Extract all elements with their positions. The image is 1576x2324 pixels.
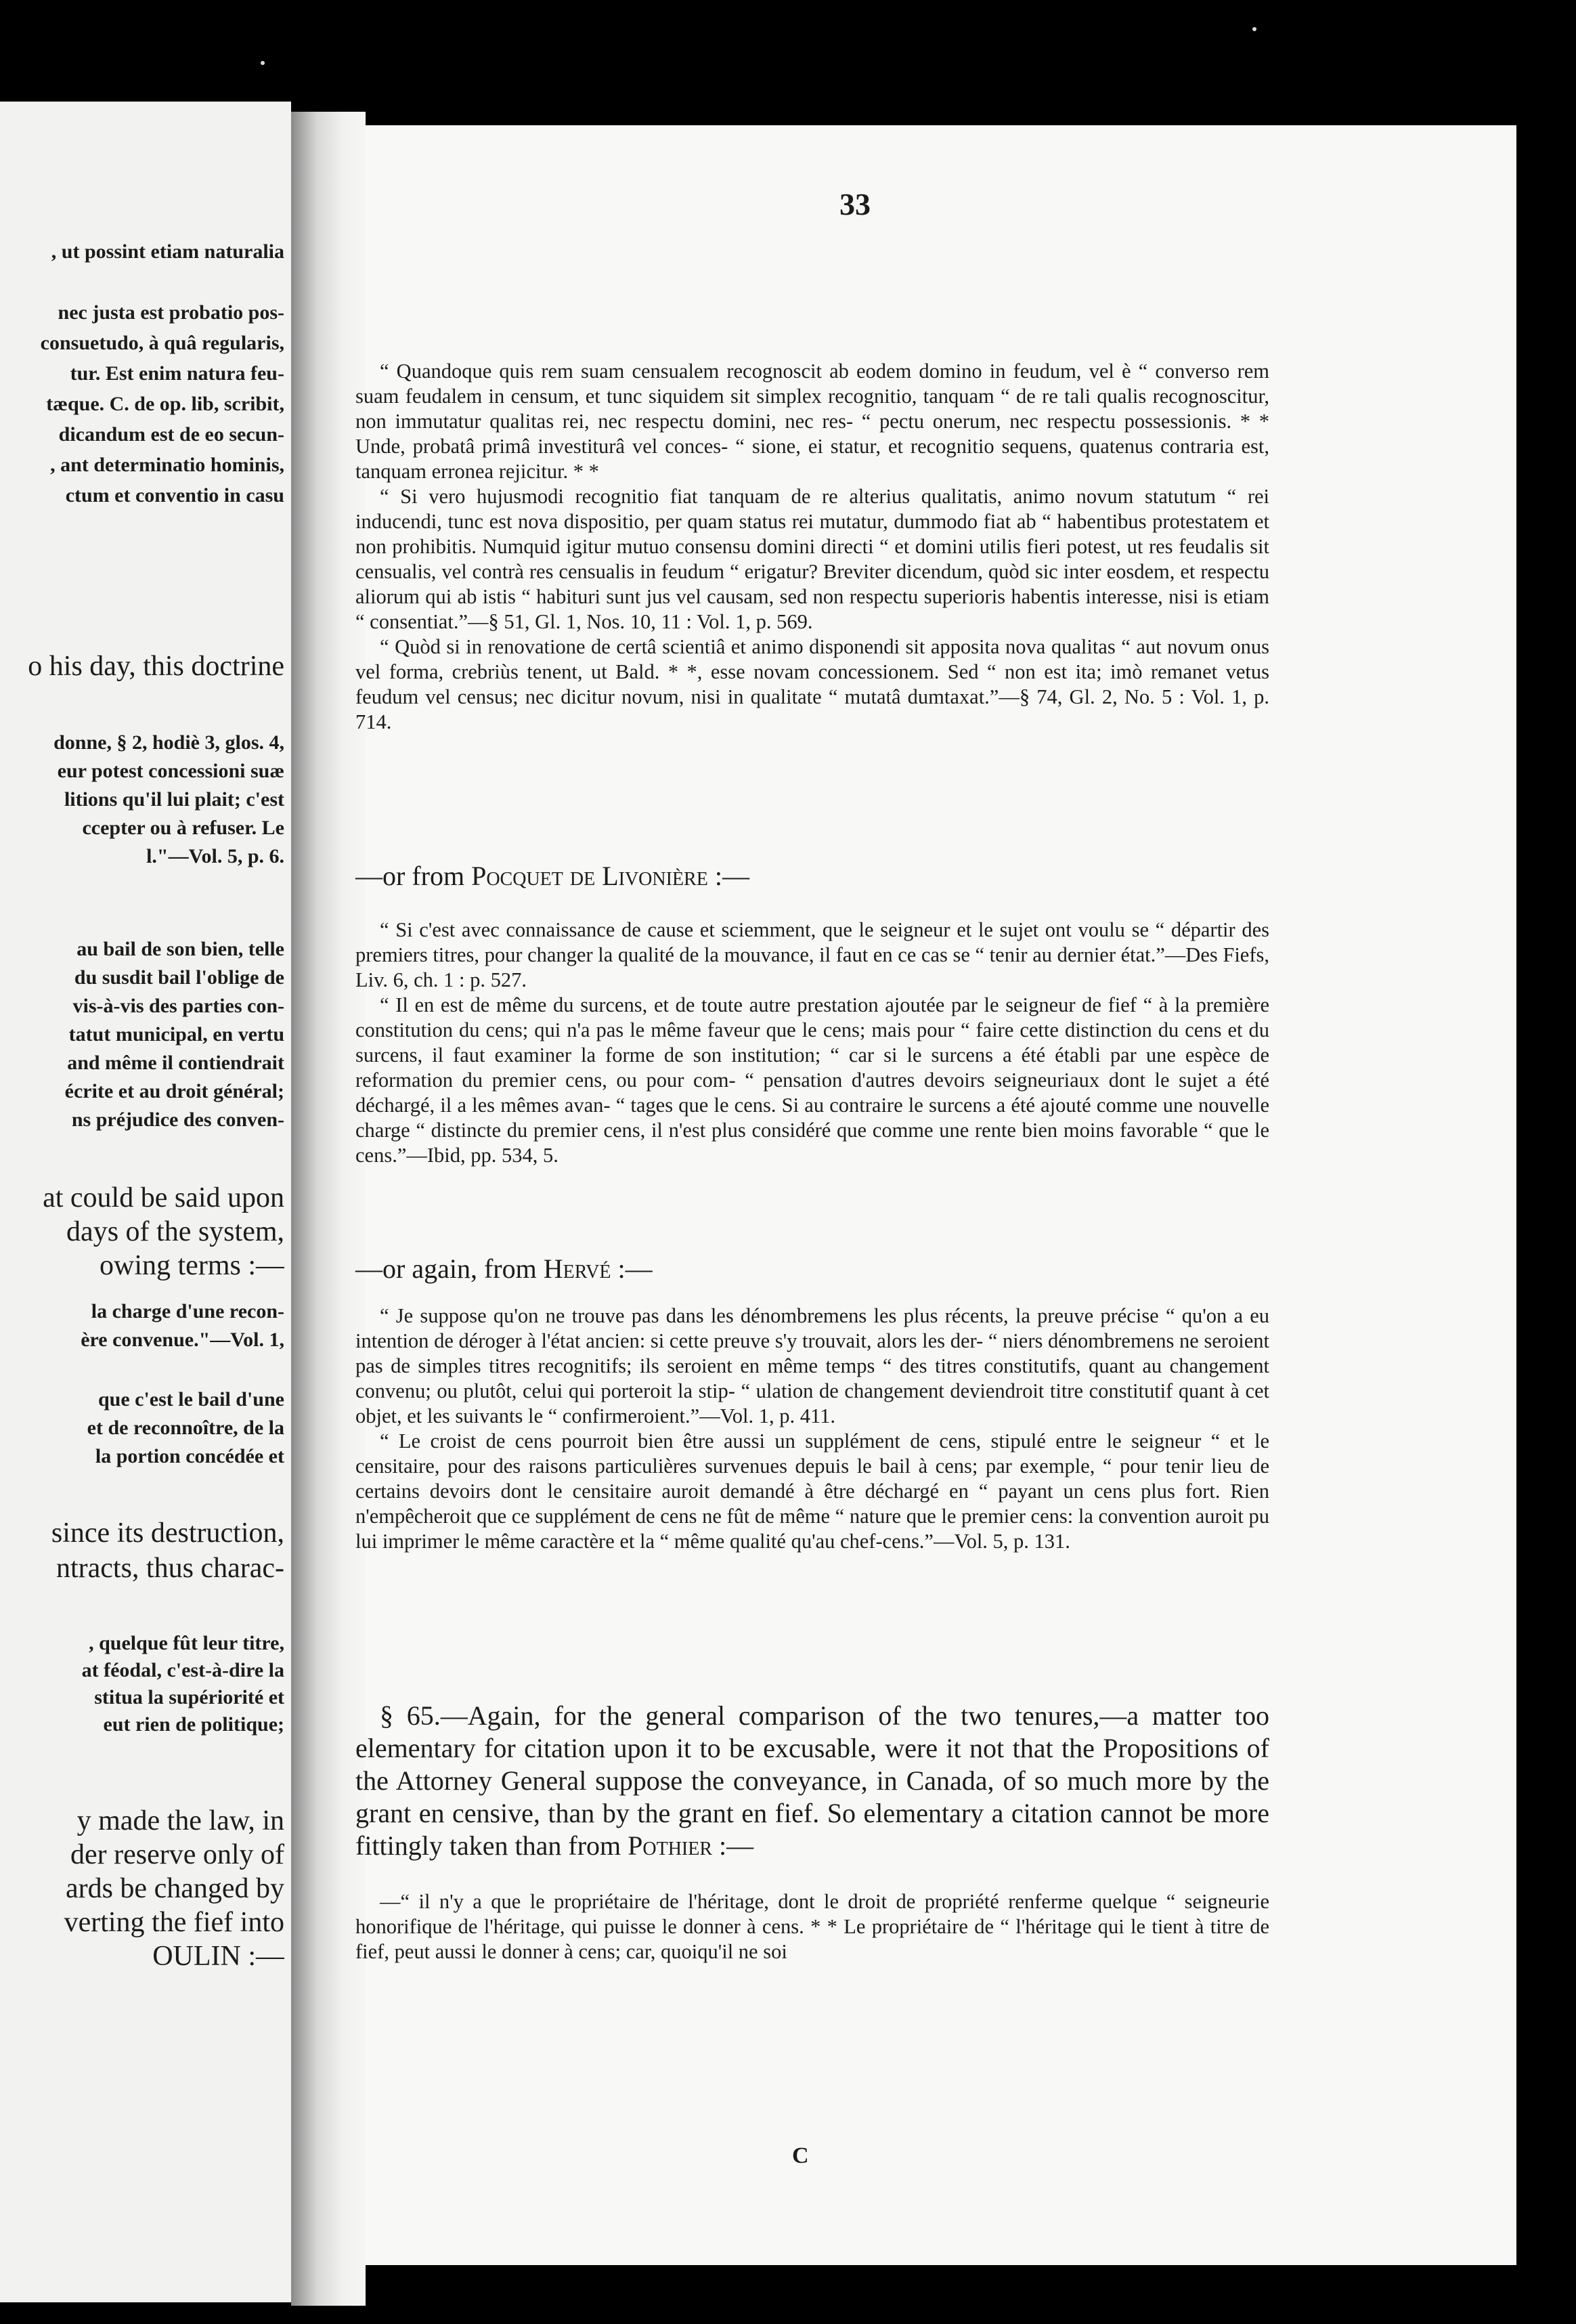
left-page-line: stitua la supériorité et xyxy=(94,1686,284,1708)
left-page-line: days of the system, xyxy=(66,1216,284,1247)
left-page-line: litions qu'il lui plait; c'est xyxy=(64,788,284,811)
left-page-line: l."—Vol. 5, p. 6. xyxy=(146,845,284,867)
left-page-line: ctum et conventio in casu xyxy=(65,484,284,507)
left-page-line: verting the fief into xyxy=(64,1907,284,1938)
left-page-line: , ut possint etiam naturalia xyxy=(51,240,284,263)
author-name: Hervé xyxy=(543,1253,611,1284)
left-page-line: vis-à-vis des parties con- xyxy=(72,995,284,1017)
author-name: Pocquet de Livonière xyxy=(471,861,708,891)
lead-suffix: :— xyxy=(611,1253,653,1284)
lead-text: —or from xyxy=(355,861,472,891)
left-page-line: eut rien de politique; xyxy=(103,1713,284,1736)
section-text: § 65.—Again, for the general comparison of the two tenures,—a matter too elementary for citation upon it to be excusable, were it not that the Propositions of the Attorney General suppose the conveyance, in Canada, of so much more by the grant en censive, than by the grant en fief. So elementary a citation cannot be more fittingly taken than from xyxy=(355,1700,1269,1861)
left-page-line: tur. Est enim natura feu- xyxy=(70,362,284,385)
left-page-line: eur potest concessioni suæ xyxy=(57,760,284,782)
lead-text: —or again, from xyxy=(355,1253,544,1284)
author-name: Pothier xyxy=(628,1830,713,1861)
left-page-line: nec justa est probatio pos- xyxy=(58,301,284,324)
page-gutter-shadow xyxy=(291,112,366,2306)
left-page-line: consuetudo, à quâ regularis, xyxy=(40,332,284,354)
left-page-line: at féodal, c'est-à-dire la xyxy=(81,1659,284,1681)
quote-pocquet xyxy=(355,918,1269,1168)
dust-speck xyxy=(261,61,265,65)
left-page-line: dicandum est de eo secun- xyxy=(58,423,284,446)
left-page-line: since its destruction, xyxy=(51,1518,284,1549)
left-page-line: owing terms :— xyxy=(100,1250,284,1281)
left-page-line: , ant determinatio hominis, xyxy=(50,454,284,476)
quote-latin xyxy=(355,359,1269,735)
left-page-line: écrite et au droit général; xyxy=(64,1080,284,1102)
left-page-line: and même il contiendrait xyxy=(67,1052,284,1074)
left-page xyxy=(0,102,291,2302)
quote-paragraph: “ Il en est de même du surcens, et de toute autre prestation ajoutée par le seigneur de fief “ à la première constitution du cens; qui n'a pas le même faveur que le cens; mais pour “ faire cette distinction du cens et du surcens, il faut examiner la forme de son institution; “ car si le surcens a été établi par une espèce de reformation du premier cens, ou pour com- “ pensation d'autres devoirs seigneuriaux dont le sujet a été déchargé, il a les mêmes avan- “ tages que le cens. Si au contraire le surcens a été ajouté comme une nouvelle charge “ distincte du premier cens, il n'est plus considéré que comme une rente bien moins favorable “ que le cens.”—Ibid, pp. 534, 5. xyxy=(355,993,1269,1167)
left-page-line: o his day, this doctrine xyxy=(28,651,284,682)
left-page-line: ns préjudice des conven- xyxy=(71,1109,284,1131)
quote-paragraph: “ Je suppose qu'on ne trouve pas dans les dénombremens les plus récents, la preuve précise “ qu'on a eu intention de déroger à l'état ancien: si cette preuve s'y trouvait, alors les der- “ niers dénombremens ne seroient pas de simples titres recognitifs; ils seroient en même temps “ des titres constitutifs, quant au changement convenu; ou plutôt, celui qui porteroit la stip- “ ulation de changement deviendroit titre constitutif quant à cet objet, et les suivants le “ confirmeroient.”—Vol. 1, p. 411. xyxy=(355,1304,1269,1427)
quote-paragraph: —“ il n'y a que le propriétaire de l'héritage, dont le droit de propriété renferme quelque “ seigneurie honorifique de l'héritage, qui puisse le donner à cens. * * Le propriétaire de “ l'héritage qui le tient à titre de fief, peut aussi le donner à cens; car, quoiqu'il ne soi xyxy=(355,1890,1269,1963)
quote-paragraph: “ Si vero hujusmodi recognitio fiat tanquam de re alterius qualitatis, animo novum statutum “ rei inducendi, tunc est nova dispositio, per quam status rei mutatur, dummodo fiat ab “ habentibus protestatem et non prohibitis. Numquid igitur mutuo consensu domini directi “ et domini utilis fieri potest, ut res feudalis sit censualis, vel contrà res censualis in feudum “ erigatur? Breviter dicendum, quòd sic inter eosdem, et respectu aliorum qui ab istis “ habituri sunt jus vel causam, sed non respectu superioris habentis interesse, nisi is etiam “ consentiat.”—§ 51, Gl. 1, Nos. 10, 11 : Vol. 1, p. 569. xyxy=(355,485,1269,633)
left-page-line: ntracts, thus charac- xyxy=(56,1553,284,1584)
lead-herve xyxy=(355,1253,1269,1285)
left-page-line: at could be said upon xyxy=(43,1182,284,1213)
left-page-line: tatut municipal, en vertu xyxy=(68,1023,284,1046)
left-page-line: du susdit bail l'oblige de xyxy=(74,966,284,989)
dust-speck xyxy=(1252,27,1256,31)
section-65-paragraph xyxy=(355,1700,1269,1862)
left-page-line: tæque. C. de op. lib, scribit, xyxy=(46,393,284,415)
left-page-line: et de reconnoître, de la xyxy=(87,1417,284,1439)
signature-mark: C xyxy=(792,2143,809,2168)
left-page-line: , quelque fût leur titre, xyxy=(89,1632,284,1654)
quote-paragraph: “ Si c'est avec connaissance de cause et sciemment, que le seigneur et le sujet ont voulu se “ départir des premiers titres, pour changer la qualité de la mouvance, il faut en ce cas se “ tenir au dernier état.”—Des Fiefs, Liv. 6, ch. 1 : p. 527. xyxy=(355,918,1269,991)
left-page-line: que c'est le bail d'une xyxy=(97,1388,284,1411)
left-page-line: donne, § 2, hodiè 3, glos. 4, xyxy=(53,731,284,754)
page-number: 33 xyxy=(839,187,871,221)
quote-paragraph: “ Quandoque quis rem suam censualem recognoscit ab eodem domino in feudum, vel è “ converso rem suam feudalem in censum, et tunc siquidem sit simplex recognitio, tanquam “ de re tali qualis recognoscitur, non immutatur qualitas rei, nec respectu domini, nec res- “ pectu onerum, nec respectu possessionis. * * Unde, probatâ primâ investiturâ vel conces- “ sione, ei statur, et recognitio sequens, quatenus contraria est, tanquam erronea rejicitur. * * xyxy=(355,360,1269,483)
section-suffix: :— xyxy=(712,1830,754,1861)
quote-herve xyxy=(355,1304,1269,1554)
left-page-line: ère convenue."—Vol. 1, xyxy=(81,1329,284,1351)
lead-suffix: :— xyxy=(707,861,749,891)
left-page-line: ards be changed by xyxy=(65,1873,284,1904)
left-page-line: der reserve only of xyxy=(70,1839,284,1870)
lead-pocquet xyxy=(355,860,1269,892)
left-page-line: OULIN :— xyxy=(152,1941,284,1972)
quote-paragraph: “ Le croist de cens pourroit bien être aussi un supplément de cens, stipulé entre le seigneur “ et le censitaire, pour des raisons particulières survenues depuis le bail à cens; par exemple, “ pour tenir lieu de certains devoirs dont le censitaire auroit demandé à être déchargé en “ payant un cens plus fort. Rien n'empêcheroit que ce supplément de cens ne fût de même “ nature que le premier cens: la convention auroit pu lui imprimer le même caractère et la “ même qualité qu'au chef-cens.”—Vol. 5, p. 131. xyxy=(355,1429,1269,1553)
left-page-line: au bail de son bien, telle xyxy=(76,938,284,960)
quote-paragraph: “ Quòd si in renovatione de certâ scientiâ et animo disponendi sit apposita nova qualitas “ aut novum onus vel forma, crebriùs tenent, ut Bald. * *, esse novam concessionem. Sed “ non est ita; imò remanet vetus feudum vel census; nec dicitur novum, nisi in qualitate “ mutatâ dumtaxat.”—§ 74, Gl. 2, No. 5 : Vol. 1, p. 714. xyxy=(355,635,1269,733)
left-page-line: y made the law, in xyxy=(76,1805,284,1836)
left-page-line: la portion concédée et xyxy=(95,1445,284,1467)
quote-pothier xyxy=(355,1889,1269,1964)
left-page-line: ccepter ou à refuser. Le xyxy=(82,817,284,839)
left-page-line: la charge d'une recon- xyxy=(91,1300,284,1322)
